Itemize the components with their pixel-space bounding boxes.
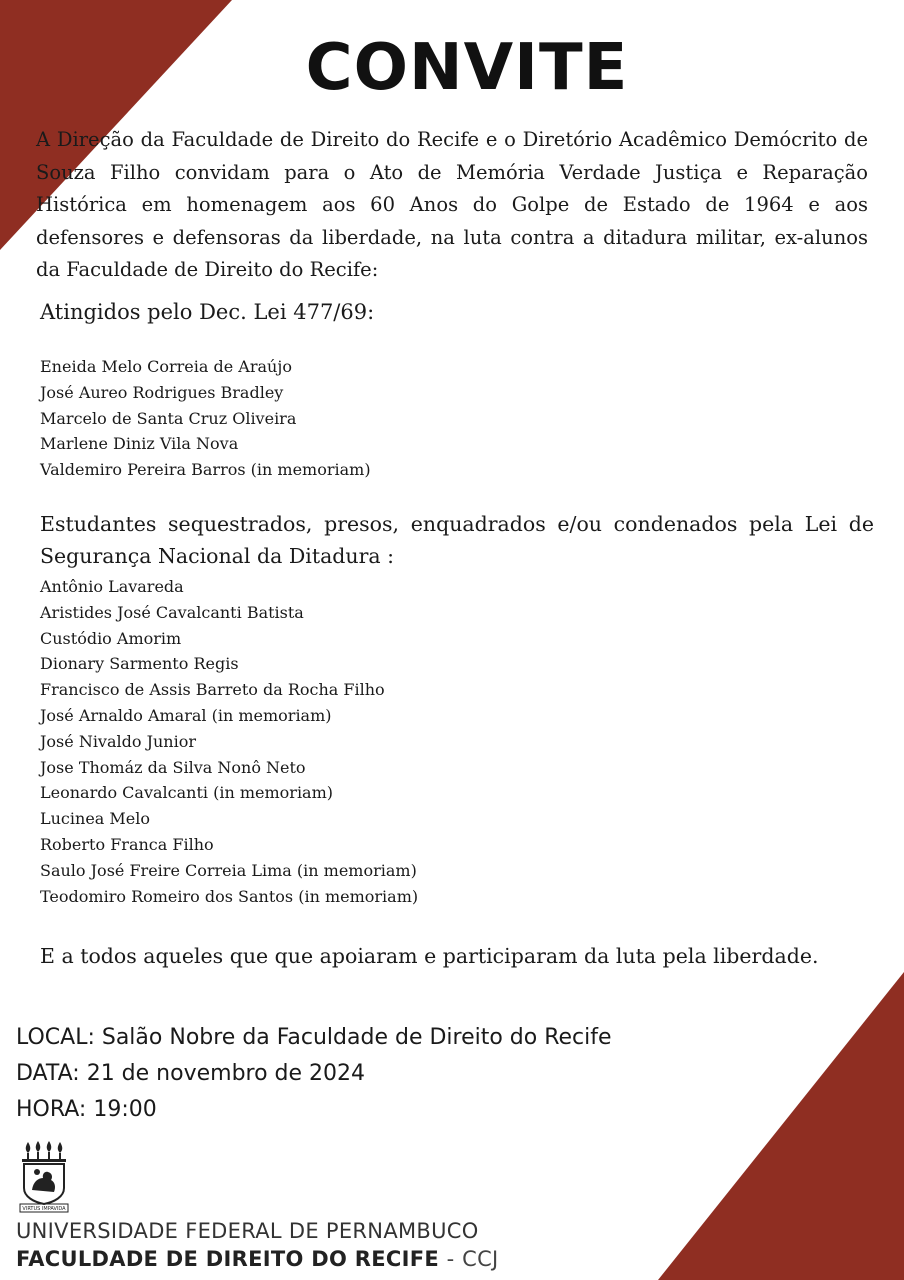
- section2-heading: Estudantes sequestrados, presos, enquadrados e/ou condenados pela Lei de Segurança Nacional da Ditadura :: [40, 512, 874, 568]
- list-item: Antônio Lavareda: [40, 577, 184, 596]
- page-title: CONVITE: [305, 31, 629, 105]
- intro-text: A Direção da Faculdade de Direito do Recife e o Diretório Acadêmico Demócrito de Souza Filho convidam para o Ato de Memória Verdade Justiça e Reparação Histórica em homenagem aos 60 Anos do Golpe de Estado de 1964 e aos defensores e defensoras da liberdade, na luta contra a ditadura militar, ex-alunos da Faculdade de Direito do Recife:: [36, 128, 868, 281]
- list-item: Eneida Melo Correia de Araújo: [40, 357, 292, 376]
- event-location: LOCAL: Salão Nobre da Faculdade de Direito do Recife: [16, 1025, 612, 1050]
- faculty-line: [16, 1246, 499, 1272]
- closing-line: E a todos aqueles que que apoiaram e participaram da luta pela liberdade.: [40, 944, 819, 968]
- list-item: Lucinea Melo: [40, 809, 151, 829]
- list-item: Francisco de Assis Barreto da Rocha Filho: [40, 680, 385, 700]
- decorative-triangle-bottom-right: [658, 972, 904, 1280]
- list-item: Jose Thomáz da Silva Nonô Neto: [40, 757, 306, 777]
- faculty-name: FACULDADE DE DIREITO DO RECIFE: [16, 1247, 439, 1271]
- list-item: Marcelo de Santa Cruz Oliveira: [40, 408, 297, 428]
- intro-paragraph: [36, 124, 868, 287]
- faculty-separator: -: [446, 1247, 455, 1271]
- section1-heading: Atingidos pelo Dec. Lei 477/69:: [40, 300, 375, 324]
- list-item: Teodomiro Romeiro dos Santos (in memoriam): [40, 886, 419, 906]
- list-item: Saulo José Freire Correia Lima (in memoriam): [40, 860, 417, 880]
- list-item: Leonardo Cavalcanti (in memoriam): [40, 783, 334, 803]
- event-details: [16, 1020, 612, 1128]
- list-item: Dionary Sarmento Regis: [40, 654, 239, 674]
- university-crest-icon: [18, 1140, 70, 1214]
- list-item: José Aureo Rodrigues Bradley: [40, 382, 284, 402]
- list-item: Marlene Diniz Vila Nova: [40, 434, 239, 454]
- logo-motto: VIRTUS IMPAVIDA: [22, 1206, 66, 1212]
- list-item: Roberto Franca Filho: [40, 834, 214, 854]
- list-item: Valdemiro Pereira Barros (in memoriam): [40, 460, 371, 480]
- list-item: José Arnaldo Amaral (in memoriam): [40, 705, 332, 725]
- section2-name-list: [40, 574, 418, 909]
- list-item: Aristides José Cavalcanti Batista: [40, 602, 304, 622]
- university-name: UNIVERSIDADE FEDERAL DE PERNAMBUCO: [16, 1219, 479, 1243]
- section1-name-list: [40, 354, 371, 483]
- event-time: HORA: 19:00: [16, 1097, 157, 1122]
- faculty-unit: CCJ: [462, 1247, 499, 1271]
- list-item: Custódio Amorim: [40, 628, 182, 648]
- event-date: DATA: 21 de novembro de 2024: [16, 1061, 366, 1086]
- list-item: José Nivaldo Junior: [40, 731, 197, 751]
